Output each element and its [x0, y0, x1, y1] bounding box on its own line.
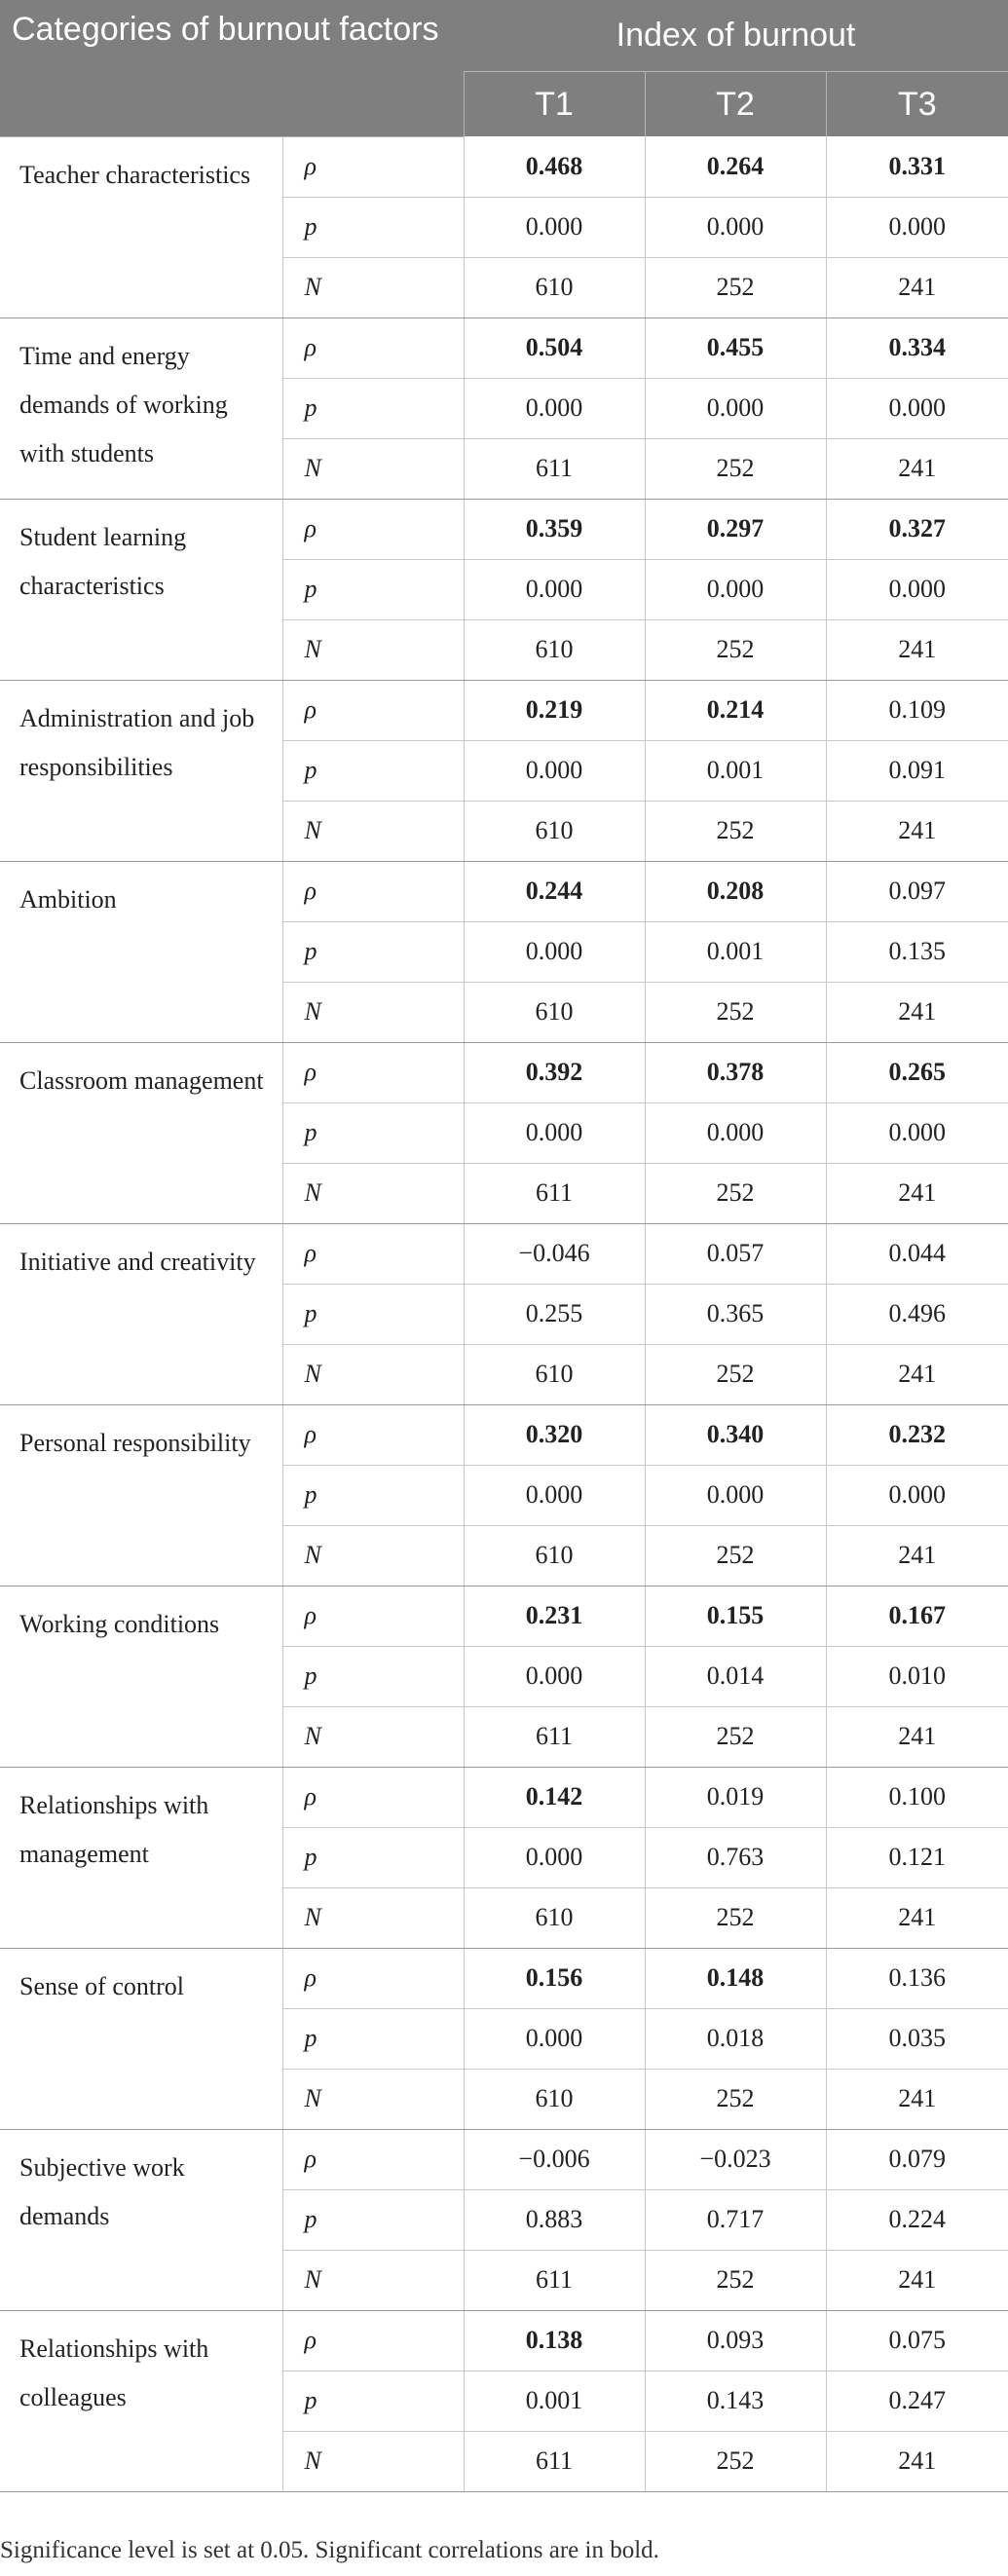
- category-cell: Subjective work demands: [0, 2129, 282, 2310]
- category-cell: Sense of control: [0, 1948, 282, 2129]
- rho-value-t1: 0.359: [464, 499, 645, 559]
- rho-value-t1: 0.142: [464, 1767, 645, 1827]
- stat-label-n: N: [282, 1163, 464, 1223]
- p-value-t2: 0.000: [645, 197, 826, 257]
- table-row: [0, 136, 1008, 197]
- rho-value-t1: 0.320: [464, 1404, 645, 1465]
- stat-label-p: p: [282, 1284, 464, 1344]
- header-categories: Categories of burnout factors: [0, 0, 464, 136]
- stat-label-n: N: [282, 1344, 464, 1404]
- p-value-t3: 0.121: [826, 1827, 1008, 1887]
- n-value-t3: 241: [826, 2431, 1008, 2491]
- stat-label-n: N: [282, 257, 464, 317]
- stat-label-p: p: [282, 921, 464, 982]
- rho-value-t2: 0.093: [645, 2310, 826, 2371]
- stat-label-p: p: [282, 1465, 464, 1525]
- rho-value-t3: 0.044: [826, 1223, 1008, 1284]
- rho-value-t2: 0.155: [645, 1586, 826, 1646]
- n-value-t2: 252: [645, 2069, 826, 2129]
- n-value-t1: 611: [464, 2431, 645, 2491]
- n-value-t2: 252: [645, 1706, 826, 1767]
- n-value-t2: 252: [645, 1163, 826, 1223]
- header-t1: T1: [464, 72, 645, 137]
- n-value-t3: 241: [826, 1344, 1008, 1404]
- rho-value-t1: 0.468: [464, 136, 645, 197]
- rho-value-t3: 0.100: [826, 1767, 1008, 1827]
- table-footnote: Significance level is set at 0.05. Significant correlations are in bold.: [0, 2537, 659, 2563]
- stat-label-p: p: [282, 1646, 464, 1706]
- n-value-t1: 610: [464, 619, 645, 680]
- stat-label-rho: ρ: [282, 2129, 464, 2189]
- rho-value-t3: 0.327: [826, 499, 1008, 559]
- rho-value-t2: 0.148: [645, 1948, 826, 2008]
- p-value-t3: 0.000: [826, 1102, 1008, 1163]
- rho-value-t3: 0.265: [826, 1042, 1008, 1102]
- rho-value-t3: 0.079: [826, 2129, 1008, 2189]
- n-value-t2: 252: [645, 801, 826, 861]
- p-value-t3: 0.496: [826, 1284, 1008, 1344]
- p-value-t1: 0.255: [464, 1284, 645, 1344]
- p-value-t1: 0.000: [464, 378, 645, 438]
- n-value-t2: 252: [645, 2250, 826, 2310]
- rho-value-t2: 0.057: [645, 1223, 826, 1284]
- stat-label-p: p: [282, 2371, 464, 2431]
- n-value-t2: 252: [645, 1344, 826, 1404]
- p-value-t3: 0.010: [826, 1646, 1008, 1706]
- p-value-t3: 0.000: [826, 1465, 1008, 1525]
- rho-value-t3: 0.167: [826, 1586, 1008, 1646]
- n-value-t3: 241: [826, 1887, 1008, 1948]
- category-cell: Ambition: [0, 861, 282, 1042]
- category-cell: Time and energy demands of working with students: [0, 317, 282, 499]
- stat-label-n: N: [282, 982, 464, 1042]
- n-value-t2: 252: [645, 1525, 826, 1586]
- rho-value-t2: 0.214: [645, 680, 826, 740]
- p-value-t2: 0.014: [645, 1646, 826, 1706]
- stat-label-n: N: [282, 1706, 464, 1767]
- n-value-t3: 241: [826, 801, 1008, 861]
- stat-label-rho: ρ: [282, 1948, 464, 2008]
- category-cell: Initiative and creativity: [0, 1223, 282, 1404]
- category-cell: Relationships with management: [0, 1767, 282, 1948]
- rho-value-t2: 0.340: [645, 1404, 826, 1465]
- n-value-t1: 611: [464, 1163, 645, 1223]
- rho-value-t3: 0.232: [826, 1404, 1008, 1465]
- p-value-t2: 0.000: [645, 378, 826, 438]
- stat-label-n: N: [282, 801, 464, 861]
- n-value-t2: 252: [645, 619, 826, 680]
- category-cell: Student learning characteristics: [0, 499, 282, 680]
- table-row: [0, 1948, 1008, 2008]
- header-t3: T3: [826, 72, 1008, 137]
- rho-value-t2: 0.455: [645, 317, 826, 378]
- table-row: [0, 317, 1008, 378]
- stat-label-n: N: [282, 2069, 464, 2129]
- stat-label-n: N: [282, 619, 464, 680]
- header-index-of-burnout: Index of burnout: [464, 0, 1008, 72]
- rho-value-t1: −0.046: [464, 1223, 645, 1284]
- stat-label-n: N: [282, 2250, 464, 2310]
- p-value-t2: 0.001: [645, 740, 826, 801]
- stat-label-rho: ρ: [282, 861, 464, 921]
- table-row: [0, 2310, 1008, 2371]
- rho-value-t1: 0.244: [464, 861, 645, 921]
- rho-value-t3: 0.334: [826, 317, 1008, 378]
- p-value-t1: 0.883: [464, 2189, 645, 2250]
- p-value-t3: 0.135: [826, 921, 1008, 982]
- table-row: [0, 1404, 1008, 1465]
- p-value-t2: 0.717: [645, 2189, 826, 2250]
- rho-value-t3: 0.097: [826, 861, 1008, 921]
- table-row: [0, 861, 1008, 921]
- rho-value-t1: 0.138: [464, 2310, 645, 2371]
- n-value-t1: 610: [464, 1887, 645, 1948]
- rho-value-t1: −0.006: [464, 2129, 645, 2189]
- p-value-t3: 0.224: [826, 2189, 1008, 2250]
- n-value-t3: 241: [826, 1163, 1008, 1223]
- p-value-t3: 0.000: [826, 559, 1008, 619]
- rho-value-t2: 0.019: [645, 1767, 826, 1827]
- p-value-t1: 0.000: [464, 2008, 645, 2069]
- p-value-t2: 0.000: [645, 1465, 826, 1525]
- header-t2: T2: [645, 72, 826, 137]
- n-value-t2: 252: [645, 438, 826, 499]
- table-row: [0, 1586, 1008, 1646]
- n-value-t2: 252: [645, 1887, 826, 1948]
- rho-value-t2: 0.208: [645, 861, 826, 921]
- p-value-t3: 0.091: [826, 740, 1008, 801]
- stat-label-p: p: [282, 559, 464, 619]
- table-row: [0, 1042, 1008, 1102]
- stat-label-rho: ρ: [282, 1586, 464, 1646]
- stat-label-p: p: [282, 740, 464, 801]
- n-value-t3: 241: [826, 619, 1008, 680]
- stat-label-p: p: [282, 197, 464, 257]
- stat-label-n: N: [282, 1525, 464, 1586]
- table-row: [0, 499, 1008, 559]
- stat-label-n: N: [282, 1887, 464, 1948]
- n-value-t1: 611: [464, 1706, 645, 1767]
- stat-label-rho: ρ: [282, 499, 464, 559]
- n-value-t3: 241: [826, 2069, 1008, 2129]
- rho-value-t2: 0.297: [645, 499, 826, 559]
- p-value-t1: 0.000: [464, 197, 645, 257]
- n-value-t3: 241: [826, 1706, 1008, 1767]
- p-value-t1: 0.000: [464, 559, 645, 619]
- n-value-t2: 252: [645, 257, 826, 317]
- stat-label-p: p: [282, 1827, 464, 1887]
- category-cell: Administration and job responsibilities: [0, 680, 282, 861]
- p-value-t2: 0.018: [645, 2008, 826, 2069]
- stat-label-rho: ρ: [282, 2310, 464, 2371]
- n-value-t3: 241: [826, 2250, 1008, 2310]
- n-value-t1: 611: [464, 2250, 645, 2310]
- n-value-t1: 610: [464, 2069, 645, 2129]
- n-value-t2: 252: [645, 982, 826, 1042]
- rho-value-t1: 0.156: [464, 1948, 645, 2008]
- stat-label-p: p: [282, 378, 464, 438]
- n-value-t1: 610: [464, 801, 645, 861]
- rho-value-t2: 0.378: [645, 1042, 826, 1102]
- rho-value-t2: −0.023: [645, 2129, 826, 2189]
- p-value-t2: 0.001: [645, 921, 826, 982]
- n-value-t3: 241: [826, 1525, 1008, 1586]
- p-value-t1: 0.000: [464, 1465, 645, 1525]
- n-value-t2: 252: [645, 2431, 826, 2491]
- p-value-t1: 0.000: [464, 740, 645, 801]
- category-cell: Personal responsibility: [0, 1404, 282, 1586]
- p-value-t1: 0.000: [464, 921, 645, 982]
- p-value-t1: 0.000: [464, 1827, 645, 1887]
- rho-value-t2: 0.264: [645, 136, 826, 197]
- p-value-t3: 0.035: [826, 2008, 1008, 2069]
- n-value-t1: 611: [464, 438, 645, 499]
- rho-value-t3: 0.075: [826, 2310, 1008, 2371]
- table-row: [0, 680, 1008, 740]
- category-cell: Teacher characteristics: [0, 136, 282, 317]
- rho-value-t3: 0.109: [826, 680, 1008, 740]
- p-value-t2: 0.000: [645, 559, 826, 619]
- rho-value-t1: 0.219: [464, 680, 645, 740]
- stat-label-p: p: [282, 2008, 464, 2069]
- rho-value-t1: 0.392: [464, 1042, 645, 1102]
- table-row: [0, 2129, 1008, 2189]
- rho-value-t1: 0.231: [464, 1586, 645, 1646]
- p-value-t2: 0.143: [645, 2371, 826, 2431]
- p-value-t1: 0.000: [464, 1102, 645, 1163]
- rho-value-t3: 0.331: [826, 136, 1008, 197]
- n-value-t1: 610: [464, 1344, 645, 1404]
- table-header: [0, 0, 1008, 136]
- p-value-t1: 0.000: [464, 1646, 645, 1706]
- stat-label-rho: ρ: [282, 1042, 464, 1102]
- stat-label-n: N: [282, 2431, 464, 2491]
- stat-label-p: p: [282, 2189, 464, 2250]
- category-cell: Working conditions: [0, 1586, 282, 1767]
- category-cell: Relationships with colleagues: [0, 2310, 282, 2491]
- p-value-t2: 0.000: [645, 1102, 826, 1163]
- stat-label-rho: ρ: [282, 1223, 464, 1284]
- stat-label-rho: ρ: [282, 1767, 464, 1827]
- stat-label-p: p: [282, 1102, 464, 1163]
- stat-label-rho: ρ: [282, 1404, 464, 1465]
- p-value-t2: 0.763: [645, 1827, 826, 1887]
- n-value-t1: 610: [464, 257, 645, 317]
- n-value-t1: 610: [464, 1525, 645, 1586]
- p-value-t3: 0.247: [826, 2371, 1008, 2431]
- stat-label-rho: ρ: [282, 317, 464, 378]
- p-value-t3: 0.000: [826, 378, 1008, 438]
- table-row: [0, 1767, 1008, 1827]
- p-value-t1: 0.001: [464, 2371, 645, 2431]
- table-body: [0, 136, 1008, 2491]
- n-value-t3: 241: [826, 438, 1008, 499]
- rho-value-t3: 0.136: [826, 1948, 1008, 2008]
- category-cell: Classroom management: [0, 1042, 282, 1223]
- stat-label-n: N: [282, 438, 464, 499]
- table-row: [0, 1223, 1008, 1284]
- p-value-t2: 0.365: [645, 1284, 826, 1344]
- p-value-t3: 0.000: [826, 197, 1008, 257]
- rho-value-t1: 0.504: [464, 317, 645, 378]
- n-value-t1: 610: [464, 982, 645, 1042]
- stat-label-rho: ρ: [282, 136, 464, 197]
- stat-label-rho: ρ: [282, 680, 464, 740]
- n-value-t3: 241: [826, 982, 1008, 1042]
- n-value-t3: 241: [826, 257, 1008, 317]
